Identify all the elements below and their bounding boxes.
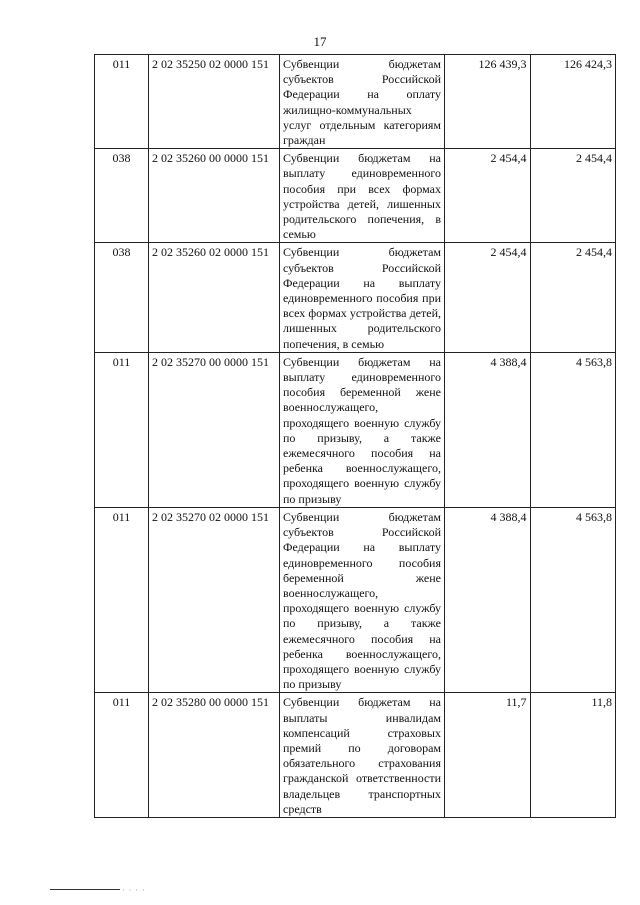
budget-code-cell: 2 02 35260 02 0000 151 bbox=[149, 243, 280, 352]
income-name-cell: Субвенции бюджетам субъектов Российской Федерации на выплату единовременного пособия при всех формах устройства детей, лишенных родительского попечения, в семью bbox=[280, 243, 445, 352]
page-number: 17 bbox=[313, 34, 327, 49]
amount-year2-cell: 11,8 bbox=[530, 693, 616, 818]
table-row bbox=[95, 243, 616, 352]
income-name-cell: Субвенции бюджетам субъектов Российской Федерации на оплату жилищно-коммунальных услуг отдельным категориям граждан bbox=[280, 55, 445, 149]
budget-code-cell: 2 02 35280 00 0000 151 bbox=[149, 693, 280, 818]
table-row bbox=[95, 149, 616, 243]
amount-year2-cell: 4 563,8 bbox=[530, 352, 616, 507]
amount-year1-cell: 126 439,3 bbox=[445, 55, 531, 149]
amount-year2-cell: 4 563,8 bbox=[530, 507, 616, 692]
amount-year2-cell: 2 454,4 bbox=[530, 149, 616, 243]
admin-code-cell: 011 bbox=[95, 352, 149, 507]
table-row bbox=[95, 55, 616, 149]
admin-code-cell: 011 bbox=[95, 507, 149, 692]
income-name-cell: Субвенции бюджетам на выплату единовременного пособия беременной жене военнослужащего, проходящего военную службу по призыву, а также ежемесячного пособия на ребенка военнослужащего, проходящего военную службу по призыву bbox=[280, 352, 445, 507]
amount-year2-cell: 2 454,4 bbox=[530, 243, 616, 352]
amount-year1-cell: 4 388,4 bbox=[445, 352, 531, 507]
budget-code-cell: 2 02 35250 02 0000 151 bbox=[149, 55, 280, 149]
income-name-cell: Субвенции бюджетам на выплату единовременного пособия при всех формах устройства детей, лишенных родительского попечения, в семью bbox=[280, 149, 445, 243]
amount-year2-cell: 126 424,3 bbox=[530, 55, 616, 149]
admin-code-cell: 011 bbox=[95, 693, 149, 818]
amount-year1-cell: 2 454,4 bbox=[445, 149, 531, 243]
footer-dots: · · · · bbox=[122, 886, 146, 895]
footer-rule bbox=[50, 889, 120, 890]
table-row bbox=[95, 352, 616, 507]
budget-table bbox=[94, 54, 616, 818]
income-name-cell: Субвенции бюджетам на выплаты инвалидам компенсаций страховых премий по договорам обязательного страхования гражданской ответственности владельцев транспортных средств bbox=[280, 693, 445, 818]
table-row bbox=[95, 693, 616, 818]
income-name-cell: Субвенции бюджетам субъектов Российской Федерации на выплату единовременного пособия беременной жене военнослужащего, проходящего военную службу по призыву, а также ежемесячного пособия на ребенка военнослужащего, проходящего военную службу по призыву bbox=[280, 507, 445, 692]
amount-year1-cell: 11,7 bbox=[445, 693, 531, 818]
budget-code-cell: 2 02 35260 00 0000 151 bbox=[149, 149, 280, 243]
table-row bbox=[95, 507, 616, 692]
admin-code-cell: 038 bbox=[95, 243, 149, 352]
budget-code-cell: 2 02 35270 02 0000 151 bbox=[149, 507, 280, 692]
admin-code-cell: 011 bbox=[95, 55, 149, 149]
amount-year1-cell: 4 388,4 bbox=[445, 507, 531, 692]
amount-year1-cell: 2 454,4 bbox=[445, 243, 531, 352]
admin-code-cell: 038 bbox=[95, 149, 149, 243]
budget-code-cell: 2 02 35270 00 0000 151 bbox=[149, 352, 280, 507]
